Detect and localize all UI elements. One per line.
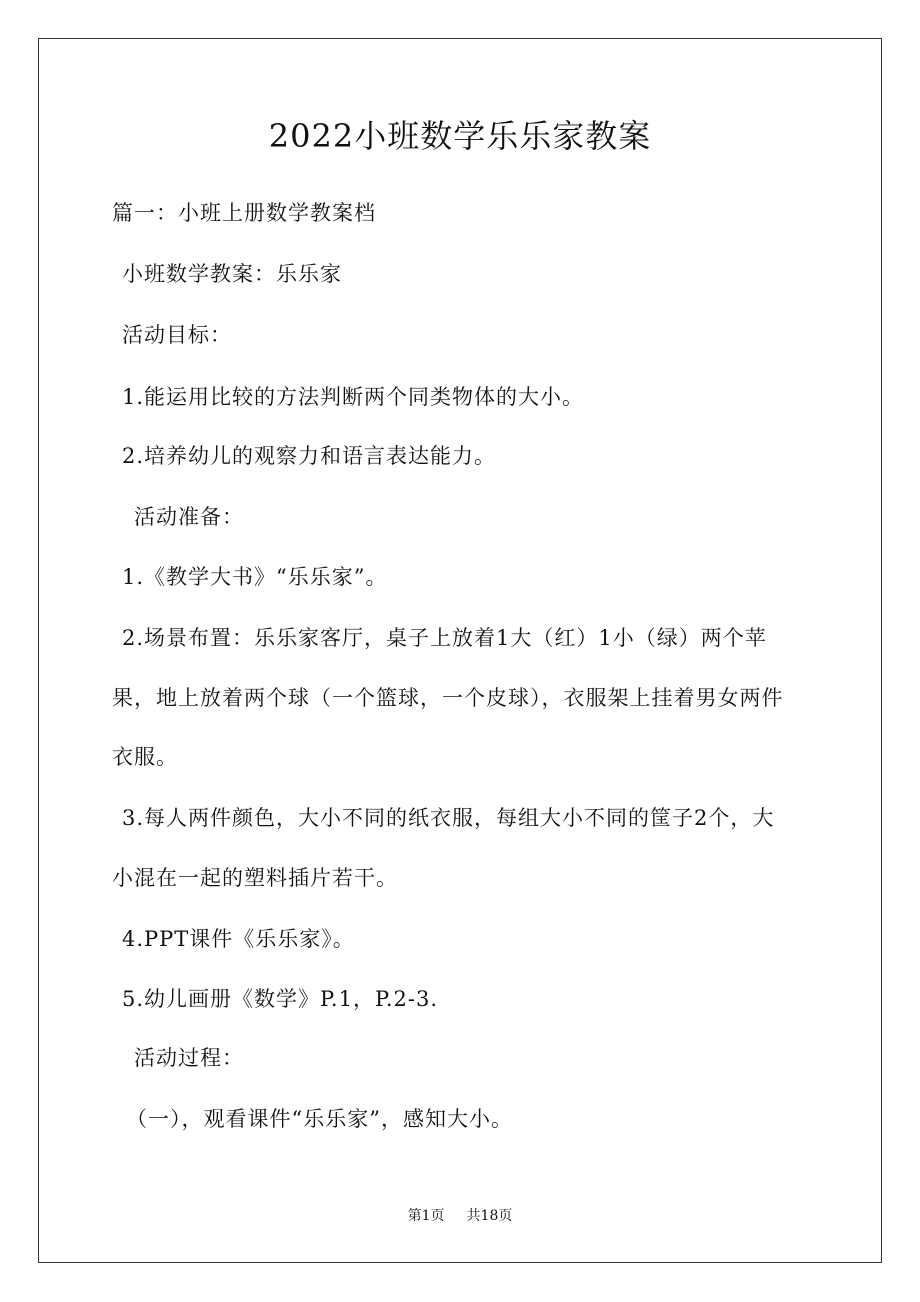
text-line: 活动目标： bbox=[122, 323, 232, 347]
text-line: 4.PPT课件《乐乐家》。 bbox=[122, 927, 355, 951]
text-line: （一），观看课件“乐乐家”，感知大小。 bbox=[126, 1107, 513, 1131]
text-line: 篇一：小班上册数学教案档 bbox=[112, 201, 376, 225]
page-number: 第1页 bbox=[407, 1208, 445, 1224]
text-line: 活动准备： bbox=[134, 505, 244, 529]
text-line: 1.《教学大书》“乐乐家”。 bbox=[122, 565, 388, 589]
text-line: 小班数学教案：乐乐家 bbox=[122, 262, 342, 286]
text-line: 衣服。 bbox=[112, 745, 178, 769]
text-line: 3.每人两件颜色，大小不同的纸衣服，每组大小不同的筐子2个，大 bbox=[122, 806, 775, 830]
text-line: 果，地上放着两个球（一个篮球，一个皮球），衣服架上挂着男女两件 bbox=[112, 686, 784, 710]
text-line: 2.场景布置：乐乐家客厅，桌子上放着1大（红）1小（绿）两个苹 bbox=[122, 626, 767, 650]
text-line: 活动过程： bbox=[134, 1046, 244, 1070]
page-total: 共18页 bbox=[466, 1208, 513, 1224]
document-title: 2022小班数学乐乐家教案 bbox=[268, 117, 652, 155]
page-footer bbox=[0, 1206, 920, 1226]
text-line: 小混在一起的塑料插片若干。 bbox=[112, 866, 398, 890]
text-line: 2.培养幼儿的观察力和语言表达能力。 bbox=[122, 444, 497, 468]
text-line: 1.能运用比较的方法判断两个同类物体的大小。 bbox=[122, 385, 585, 409]
text-line: 5.幼儿画册《数学》P.1，P.2-3. bbox=[122, 987, 438, 1011]
